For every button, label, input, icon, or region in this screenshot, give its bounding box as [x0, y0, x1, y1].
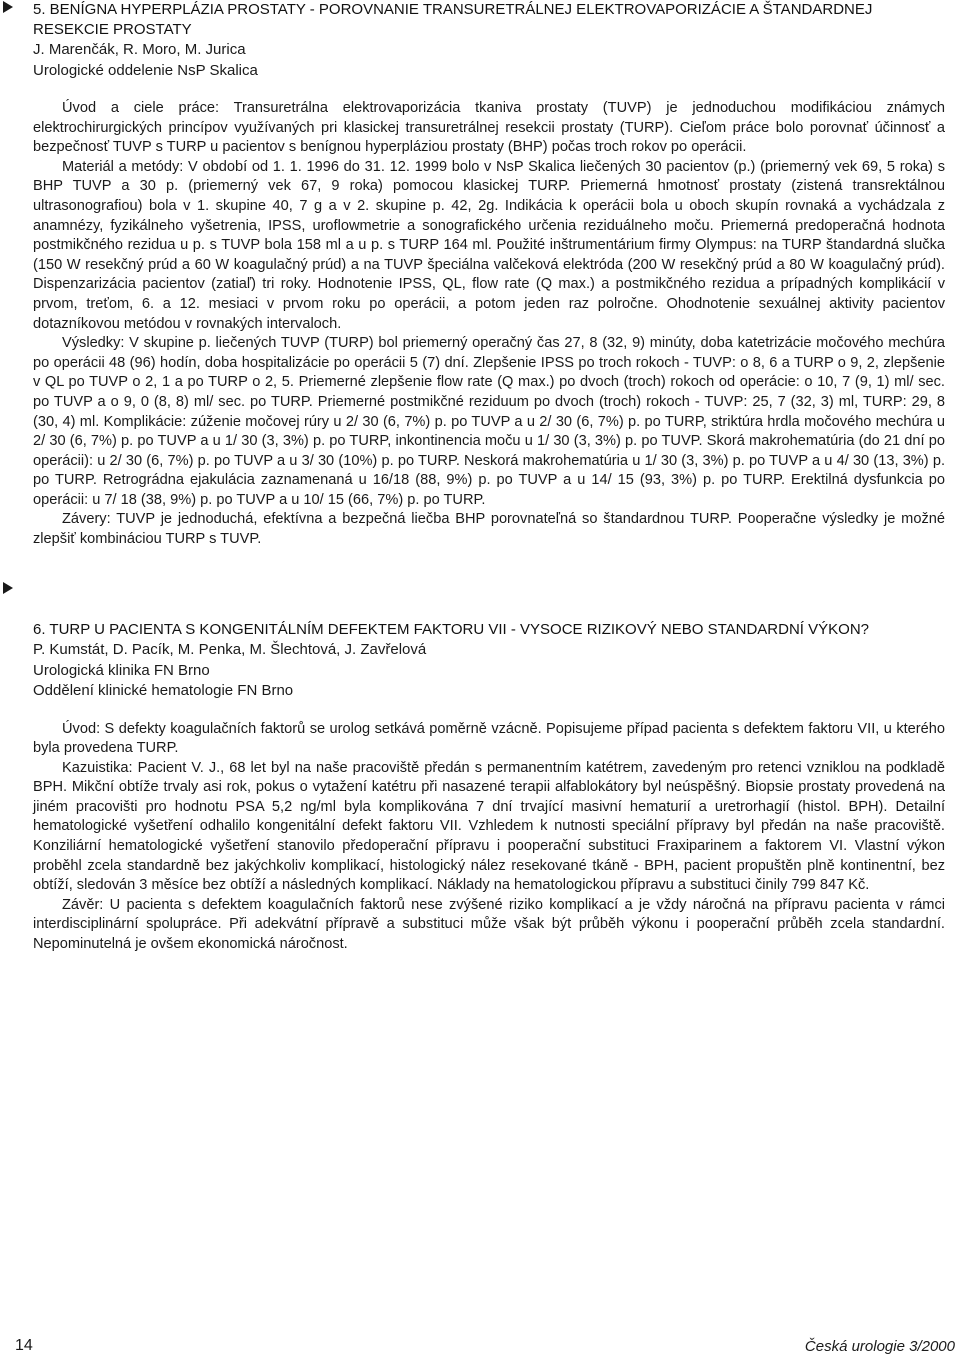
- section-marker-icon: [3, 1, 13, 13]
- section-marker-icon: [3, 582, 13, 594]
- section-6-affiliation-2: Oddělení klinické hematologie FN Brno: [33, 682, 294, 699]
- section-6-authors: P. Kumstát, D. Pacík, M. Penka, M. Šlechtová, J. Zavřelová: [33, 641, 427, 658]
- section-6-conclusion: Závěr: U pacienta s defektem koagulačních faktorů nese zvýšené riziko komplikací a je vždy náročná na přípravu pacienta v rámci interdisciplinární spolupráce. Při adekvátní přípravě a substituci může však být průběh výkonu i pooperační průběh zcela standardní. Nepominutelná je ovšem ekonomická náročnost.: [33, 896, 945, 953]
- abstract-section-5: [33, 0, 945, 550]
- section-5-conclusion: Závery: TUVP je jednoduchá, efektívna a bezpečná liečba BHP porovnateľná so štandardnou TURP. Pooperačne výsledky je možné zlepšiť kombináciou TURP s TUVP.: [33, 511, 945, 548]
- section-6-affiliation-1: Urologická klinika FN Brno: [33, 661, 210, 679]
- section-6-case-report: Kazuistika: Pacient V. J., 68 let byl na naše pracoviště předán s permanentním katétrem, zavedeným pro retenci vzniklou na podkladě BPH. Mikční obtíže trvaly asi rok, pokus o vytažení katétru při nasazené terapii alfablokátory byl neúspěšný. Biopsie prostaty provedená na jiném pracovišti pro hodnotu PSA 5,2 ng/ml byla komplikována 7 dní trvající masivní hematurií a uretrorhagií (histol. BPH). Detailní hematologické vyšetření odhalilo kongenitální defekt faktoru VII. Vzhledem k nutnosti speciální přípravy byl předán na naše pracoviště. Konziliární hematologické vyšetření stanovilo předoperační přípravu i pooperační substituci Fraxiparinem a faktorem VI. Vlastní výkon proběhl zcela standardně bez jakýchkoliv komplikací, histologický nález resekované tkáně - BPH, pacient propuštěn plně kontinentní, bez obtíží, sledován 3 měsíce bez obtíží a následných komplikací. Náklady na hematologickou přípravu a substituci činily 799 847 Kč.: [33, 759, 945, 894]
- section-6-intro: Úvod: S defekty koagulačních faktorů se urolog setkává poměrně vzácně. Popisujeme případ pacienta s defektem faktoru VII, u kterého byla provedena TURP.: [33, 720, 945, 757]
- section-5-body: [33, 99, 945, 550]
- section-6-title: 6. TURP U PACIENTA S KONGENITÁLNÍM DEFEKTEM FAKTORU VII - VYSOCE RIZIKOVÝ NEBO STANDARDNÍ VÝKON?: [33, 621, 869, 638]
- section-5-authors: J. Marenčák, R. Moro, M. Jurica: [33, 41, 246, 58]
- page-number: 14: [15, 1337, 33, 1354]
- section-5-methods: Materiál a metódy: V období od 1. 1. 1996 do 31. 12. 1999 bolo v NsP Skalica liečených 30 pacientov (p.) (priemerný vek 69, 5 roka) s BHP TUVP a 30 p. (priemerný vek 67, 9 roka) pomocou klasickej TURP. Priemerná hmotnosť prostaty (zistená transrektálnou ultrasonografiou) bola v 1. skupine 40, 7 g a v 2. skupine p. 42, 2g. Indikácia k operácii bola u oboch skupín rovnaká a vychádzala z anamnézy, fyzikálneho vyšetrenia, IPSS, uroflowmetrie a sonografického určenia reziduálneho moču. Priemerná predoperačná hodnota postmikčného rezidua u p. s TUVP bola 158 ml a u p. s TURP 164 ml. Použité inštrumentárium firmy Olympus: na TURP štandardná slučka (150 W resekčný prúd a 60 W koagulačný prúd) a na TUVP špeciálna valčeková elektróda (200 W resekčný prúd a 80 W koagulačný prúd). Dispenzarizácia pacientov (zatiaľ) tri roky. Hodnotenie IPSS, QL, flow rate (Q max.) a postmikčného rezidua a prípadných komplikácií v prvom, treťom, 6. a 12. mesiaci v prvom roku po operácii, a potom jeden raz polročne. Ohodnotenie sexuálnej aktivity pacientov dotazníkovou metódou v rovnakých intervaloch.: [33, 158, 945, 332]
- section-5-affiliation: Urologické oddelenie NsP Skalica: [33, 61, 258, 79]
- section-5-title: 5. BENÍGNA HYPERPLÁZIA PROSTATY - POROVNANIE TRANSURETRÁLNEJ ELEKTROVAPORIZÁCIE A ŠTANDARDNEJ RESEKCIE PROSTATY: [33, 1, 873, 38]
- section-5-intro: Úvod a ciele práce: Transuretrálna elektrovaporizácia tkaniva prostaty (TUVP) je jednoduchou modifikáciou známych elektrochirurgických princípov využívaných pri klasickej transuretrálnej resekcii prostaty (TURP). Cieľom práce bolo porovnať účinnosť a bezpečnosť TUVP s TURP u pacientov s benígnou hyperpláziou prostaty (BHP) počas troch rokov po operácii.: [33, 100, 945, 156]
- journal-name: Česká urologie 3/2000: [804, 1338, 955, 1355]
- abstract-section-6: [33, 620, 945, 955]
- section-6-body: [33, 720, 945, 955]
- section-5-results: Výsledky: V skupine p. liečených TUVP (TURP) bol priemerný operačný čas 27, 8 (32, 9) minúty, doba katetrizácie močového mechúra po operácii 48 (96) hodín, doba hospitalizácie po operácii 5 (7) dní. Zlepšenie IPSS po troch rokoch - TUVP: o 8, 6 a TURP o 9, 2, zlepšenie v QL po TUVP o 2, 1 a po TURP o 2, 5. Priemerné zlepšenie flow rate (Q max.) po dvoch (troch) rokoch od operácie: o 10, 7 (9, 1) ml/ sec. po TUVP a o 9, 0 (8, 8) ml/ sec. po TURP. Priemerné postmikčné reziduum po dvoch (troch) rokoch - TUVP: 25, 7 (32, 3) ml, TURP: 29, 8 (30, 4) ml. Komplikácie: zúženie močovej rúry u 2/ 30 (6, 7%) p. po TUVP a u 2/ 30 (6, 7%) p. po TURP, striktúra hrdla močového mechúra u 2/ 30 (6, 7%) p. po TUVP a u 1/ 30 (3, 3%) p. po TURP, inkontinencia moču u 1/ 30 (3, 3%) p. po TUVP. Skorá makrohematúria (do 21 dní po operácii): u 2/ 30 (6, 7%) p. po TUVP a u 3/ 30 (10%) p. po TURP. Neskorá makrohematúria u 1/ 30 (3, 3%) p. po TUVP a u 4/ 30 (13, 3%) p. po TURP. Retrográdna ejakulácia zaznamenaná u 16/18 (88, 9%) p. po TUVP a u 14/ 15 (93, 3%) p. po TURP. Erektilná dysfunkcia po operácii: u 7/ 18 (38, 9%) p. po TUVP a u 10/ 15 (66, 7%) p. po TURP.: [33, 335, 945, 508]
